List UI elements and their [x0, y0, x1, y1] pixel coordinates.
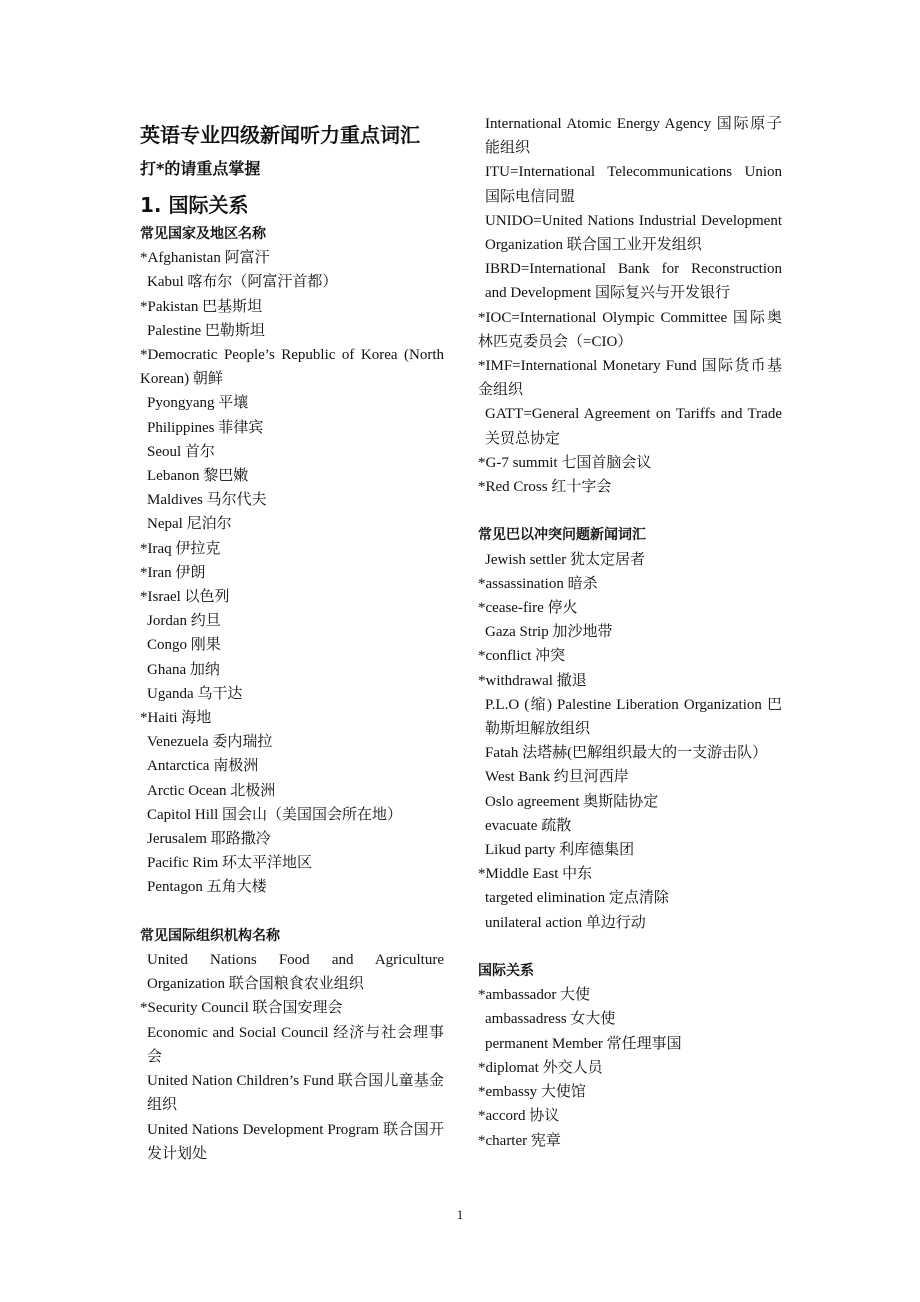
vocab-entry: * ambassador 大使: [478, 983, 782, 1007]
vocab-entry: Palestine 巴勒斯坦: [147, 322, 265, 339]
vocab-entry: * conflict 冲突: [478, 644, 782, 668]
vocab-entry: * Iran 伊朗: [140, 561, 444, 585]
left-entries: [140, 222, 444, 1166]
vocab-entry: * Israel 以色列: [140, 585, 444, 609]
vocab-entry: Gaza Strip 加沙地带: [485, 624, 613, 641]
category-heading: 常见国家及地区名称: [140, 226, 266, 242]
vocab-entry: * charter 宪章: [478, 1129, 782, 1153]
vocab-entry: * Afghanistan 阿富汗: [140, 246, 444, 270]
right-column: [478, 112, 782, 1153]
vocab-entry: Arctic Ocean 北极洲: [147, 782, 276, 799]
vocab-entry: unilateral action 单边行动: [485, 914, 646, 931]
vocab-entry: * cease-fire 停火: [478, 596, 782, 620]
vocab-entry: UNIDO=United Nations Industrial Development Organization 联合国工业开发组织: [485, 212, 782, 254]
vocab-entry: * embassy 大使馆: [478, 1080, 782, 1104]
vocab-entry: * diplomat 外交人员: [478, 1056, 782, 1080]
vocab-entry: * Pakistan 巴基斯坦: [140, 295, 444, 319]
vocab-entry: Seoul 首尔: [147, 443, 215, 460]
vocab-entry: * withdrawal 撤退: [478, 669, 782, 693]
vocab-entry: West Bank 约旦河西岸: [485, 769, 629, 786]
left-column: [140, 112, 444, 1166]
vocab-entry: International Atomic Energy Agency 国际原子能组织: [485, 116, 782, 157]
right-entries: [478, 112, 782, 1153]
vocab-entry: Maldives 马尔代夫: [147, 492, 267, 509]
vocab-entry: GATT=General Agreement on Tariffs and Trade 关贸总协定: [485, 406, 782, 447]
vocab-entry: Venezuela 委内瑞拉: [147, 734, 273, 751]
page-number: 1: [456, 1207, 464, 1222]
vocab-entry: Pacific Rim 环太平洋地区: [147, 855, 312, 872]
vocab-entry: Fatah 法塔赫(巴解组织最大的一支游击队）: [485, 745, 768, 762]
vocab-entry: Lebanon 黎巴嫩: [147, 468, 249, 485]
vocab-entry: ITU=International Telecommunications Union 国际电信同盟: [485, 164, 782, 205]
category-heading: 常见巴以冲突问题新闻词汇: [478, 527, 646, 544]
vocab-entry: * Security Council 联合国安理会: [140, 996, 444, 1020]
vocab-entry: evacuate 疏散: [485, 817, 572, 834]
section-title: 1. 国际关系: [140, 193, 249, 217]
vocab-entry: United Nations Food and Agriculture Organization 联合国粮食农业组织: [147, 952, 444, 993]
vocab-entry: * IOC=International Olympic Committee 国际奥林匹克委员会（=CIO）: [478, 306, 782, 354]
category-heading: 国际关系: [478, 963, 534, 980]
vocab-entry: permanent Member 常任理事国: [485, 1035, 682, 1052]
vocab-entry: Pentagon 五角大楼: [147, 879, 267, 896]
vocab-entry: * Red Cross 红十字会: [478, 475, 782, 499]
vocab-entry: Antarctica 南极洲: [147, 758, 259, 775]
vocab-entry: P.L.O (缩) Palestine Liberation Organization 巴勒斯坦解放组织: [485, 696, 782, 738]
category-heading: 常见国际组织机构名称: [140, 927, 280, 944]
vocab-entry: Likud party 利库德集团: [485, 842, 635, 859]
vocab-entry: Jordan 约旦: [147, 613, 221, 630]
vocab-entry: * IMF=International Monetary Fund 国际货币基金组织: [478, 354, 782, 402]
document-subtitle: 打*的请重点掌握: [140, 159, 261, 178]
vocab-entry: * Iraq 伊拉克: [140, 537, 444, 561]
vocab-entry: Jerusalem 耶路撒冷: [147, 831, 271, 848]
vocab-entry: United Nations Development Program 联合国开发计划处: [147, 1121, 444, 1162]
vocab-entry: Jewish settler 犹太定居者: [485, 551, 645, 568]
vocab-entry: * Middle East 中东: [478, 862, 782, 886]
vocab-entry: Ghana 加纳: [147, 661, 220, 678]
vocab-entry: Economic and Social Council 经济与社会理事会: [147, 1024, 444, 1065]
vocab-entry: Uganda 乌干达: [147, 685, 243, 702]
vocab-entry: Congo 刚果: [147, 637, 221, 654]
vocab-entry: * accord 协议: [478, 1104, 782, 1128]
vocab-entry: * Haiti 海地: [140, 706, 444, 730]
document-title: 英语专业四级新闻听力重点词汇: [140, 123, 420, 147]
vocab-entry: Pyongyang 平壤: [147, 395, 249, 412]
vocab-entry: Kabul 喀布尔（阿富汗首都）: [147, 274, 338, 291]
vocab-entry: United Nation Children’s Fund 联合国儿童基金组织: [147, 1073, 444, 1114]
vocab-entry: * assassination 暗杀: [478, 572, 782, 596]
vocab-entry: Oslo agreement 奥斯陆协定: [485, 793, 659, 810]
vocab-entry: * G-7 summit 七国首脑会议: [478, 451, 782, 475]
vocab-entry: Capitol Hill 国会山（美国国会所在地）: [147, 806, 403, 823]
vocab-entry: Philippines 菲律宾: [147, 419, 264, 436]
vocab-entry: * Democratic People’s Republic of Korea (North Korean) 朝鲜: [140, 343, 444, 391]
vocab-entry: ambassadress 女大使: [485, 1011, 616, 1028]
vocab-entry: Nepal 尼泊尔: [147, 516, 232, 533]
vocab-entry: IBRD=International Bank for Reconstruction and Development 国际复兴与开发银行: [485, 261, 782, 302]
vocab-entry: targeted elimination 定点清除: [485, 890, 669, 907]
